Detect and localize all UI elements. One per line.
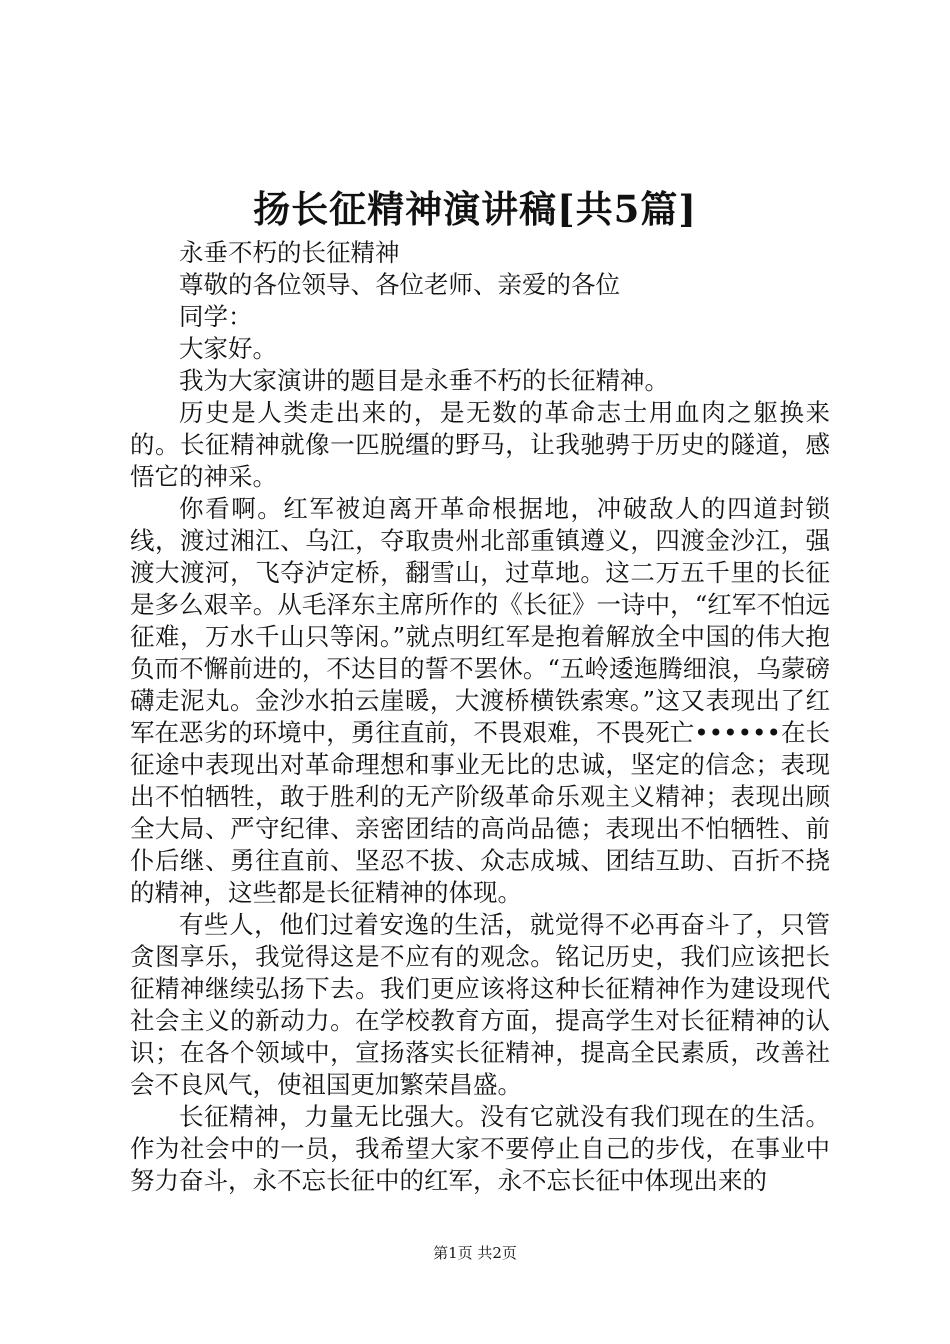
- paragraph: 同学：: [179, 302, 253, 331]
- paragraph: 大家好。: [179, 334, 277, 363]
- page-footer: 第1页 共2页: [433, 1244, 517, 1262]
- document-title: 扬长征精神演讲稿[共5篇]: [253, 187, 697, 231]
- paragraph: 永垂不朽的长征精神: [179, 238, 400, 267]
- paragraph: 你看啊。红军被迫离开革命根据地，冲破敌人的四道封锁线，渡过湘江、乌江，夺取贵州北部重镇遵义，四渡金沙江，强渡大渡河，飞夺泸定桥，翻雪山，过草地。这二万五千里的长征是多么艰辛。从毛泽东主席所作的《长征》一诗中，“红军不怕远征难，万水千山只等闲。”就点明红军是抱着解放全中国的伟大抱负而不懈前进的，不达目的誓不罢休。“五岭逶迤腾细浪，乌蒙磅礴走泥丸。金沙水拍云崖暖，大渡桥横铁索寒。”这又表现出了红军在恶劣的环境中，勇往直前，不畏艰难，不畏死亡••••••在长征途中表现出对革命理想和事业无比的忠诚，坚定的信念；表现出不怕牺牲，敢于胜利的无产阶级革命乐观主义精神；表现出顾全大局、严守纪律、亲密团结的高尚品德；表现出不怕牺牲、前仆后继、勇往直前、坚忍不拔、众志成城、团结互助、百折不挠的精神，这些都是长征精神的体现。: [130, 494, 830, 907]
- paragraph: 长征精神，力量无比强大。没有它就没有我们现在的生活。作为社会中的一员，我希望大家不要停止自己的步伐，在事业中努力奋斗，永不忘长征中的红军，永不忘长征中体现出来的: [130, 1102, 830, 1195]
- paragraph: 尊敬的各位领导、各位老师、亲爱的各位: [179, 270, 620, 299]
- paragraph: 历史是人类走出来的，是无数的革命志士用血肉之躯换来的。长征精神就像一匹脱缰的野马，让我驰骋于历史的隧道，感悟它的神采。: [130, 398, 830, 491]
- paragraph: 有些人，他们过着安逸的生活，就觉得不必再奋斗了，只管贪图享乐，我觉得这是不应有的观念。铭记历史，我们应该把长征精神继续弘扬下去。我们更应该将这种长征精神作为建设现代社会主义的新动力。在学校教育方面，提高学生对长征精神的认识；在各个领域中，宣扬落实长征精神，提高全民素质，改善社会不良风气，使祖国更加繁荣昌盛。: [130, 910, 830, 1099]
- document-body: [130, 237, 830, 1197]
- paragraph: 我为大家演讲的题目是永垂不朽的长征精神。: [179, 366, 669, 395]
